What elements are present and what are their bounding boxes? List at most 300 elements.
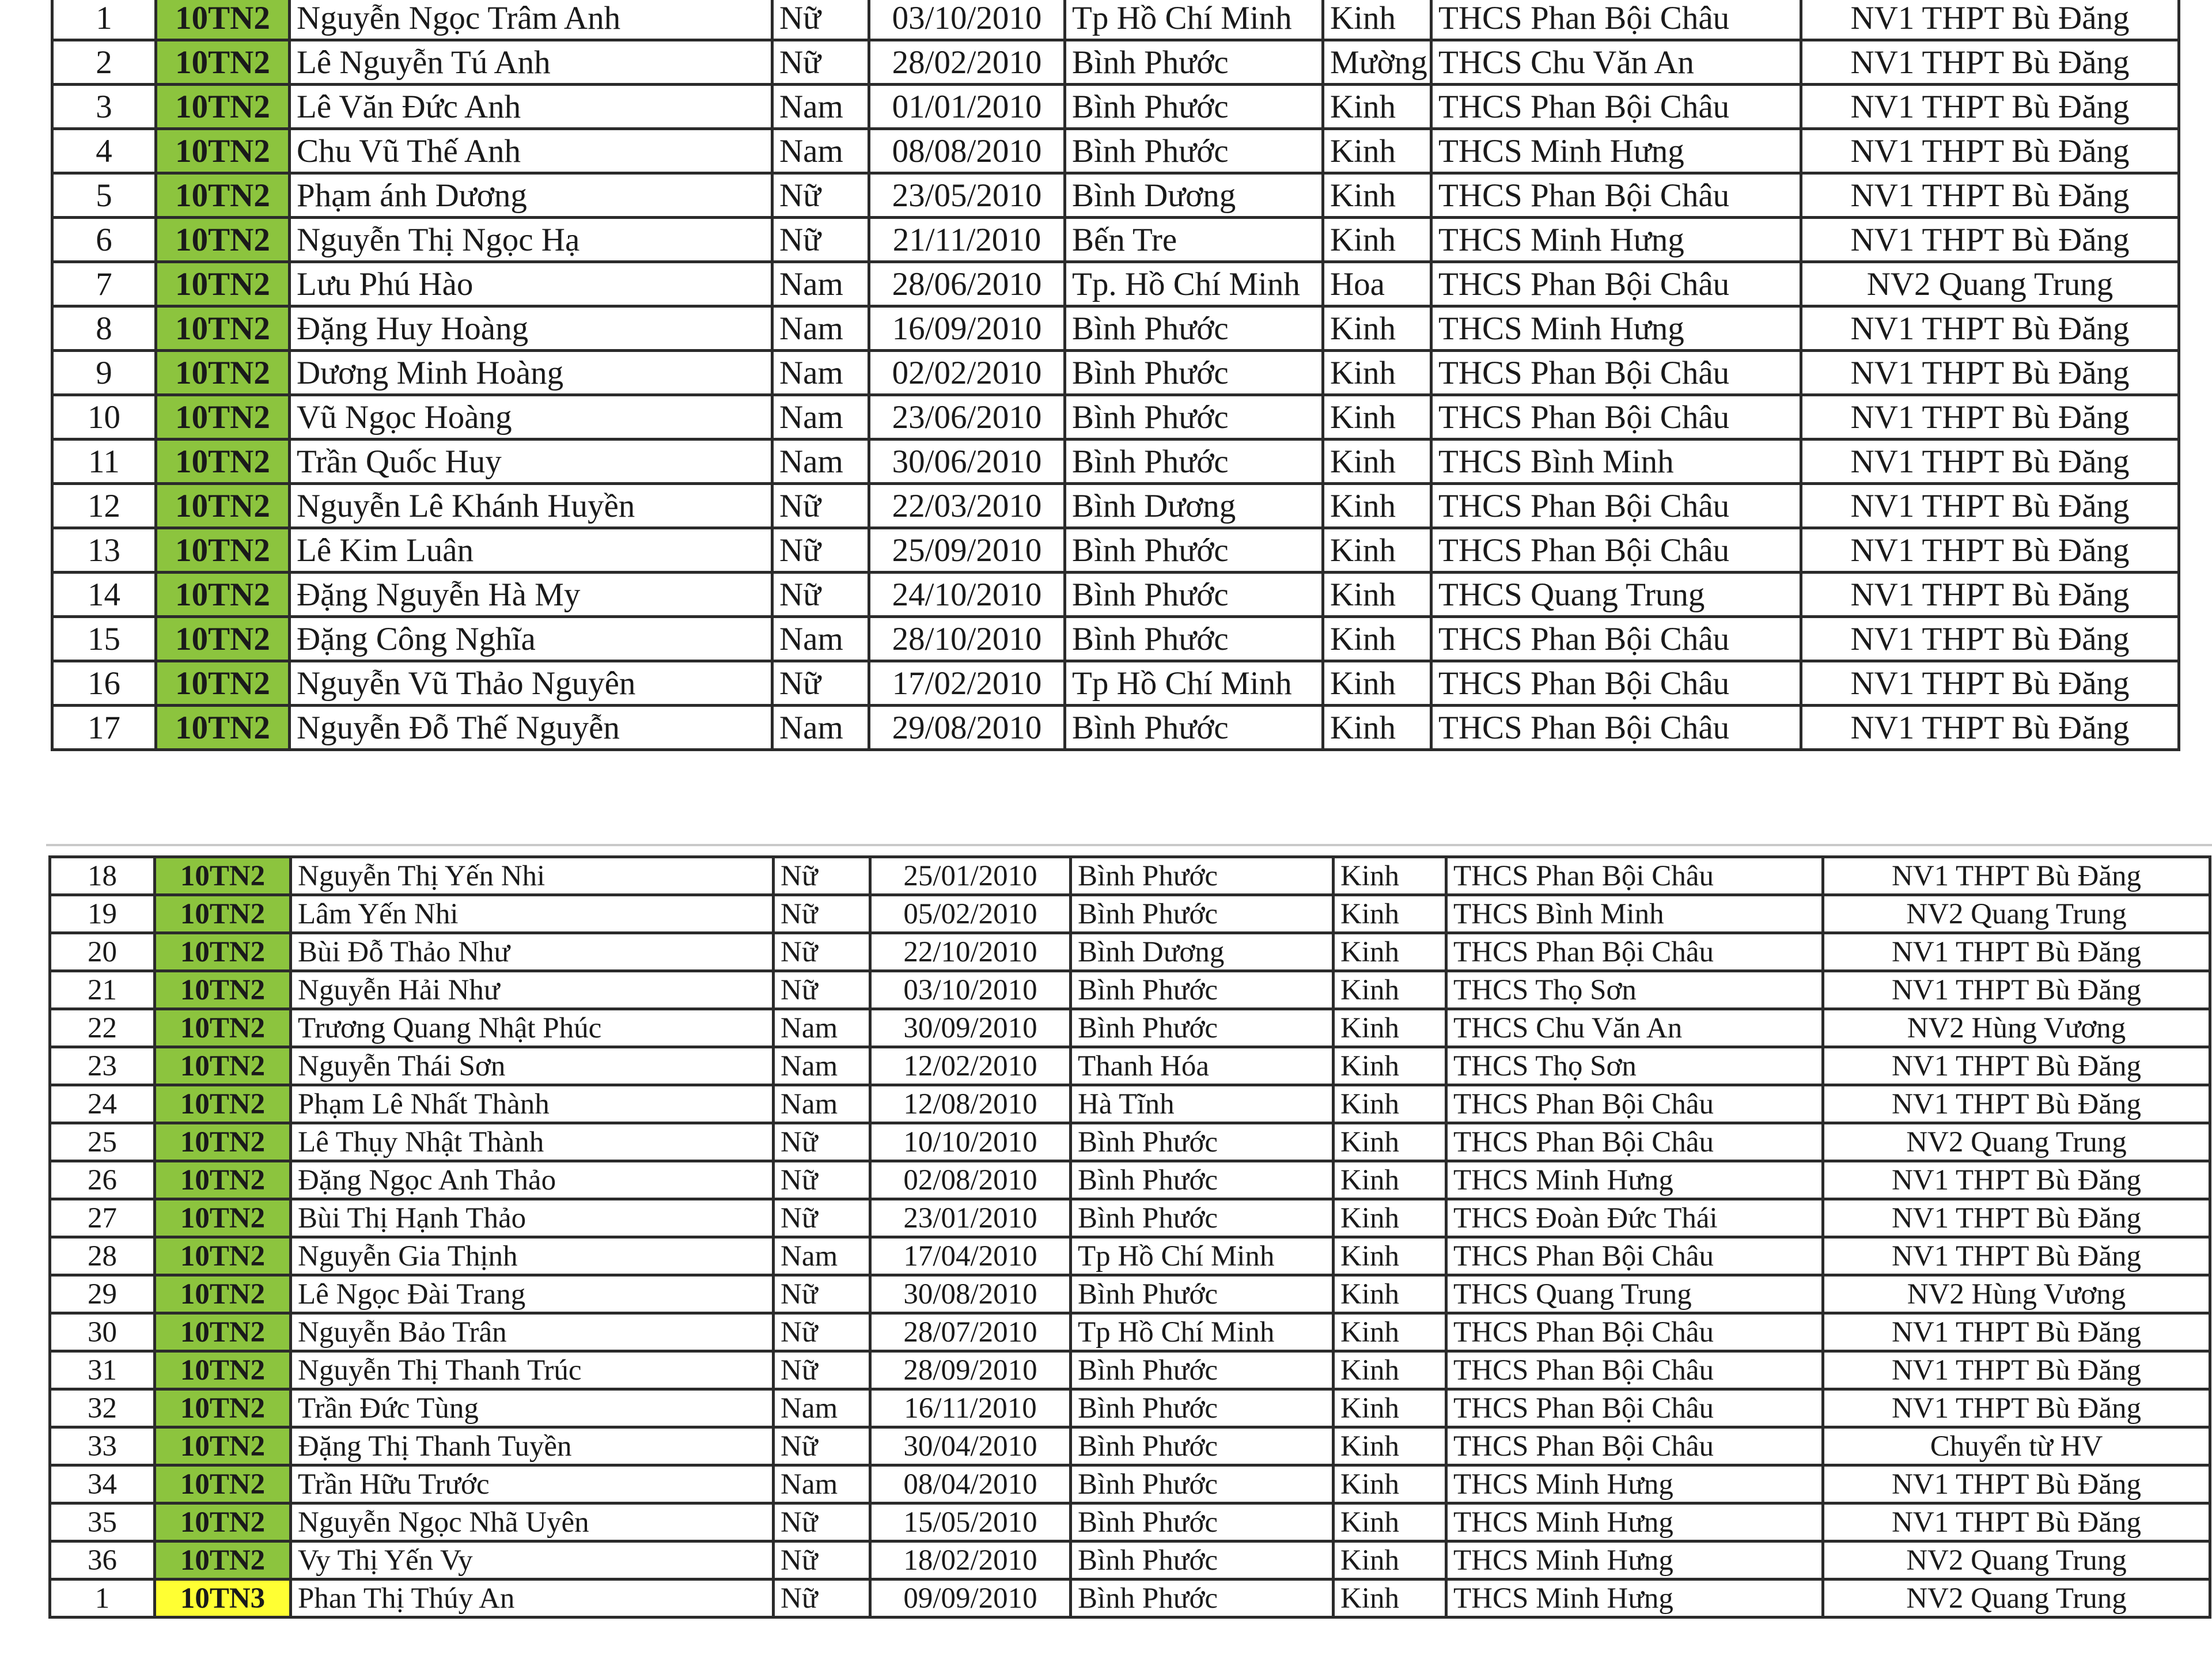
gender-cell: Nữ [774, 1123, 870, 1161]
birthplace-cell: Bình Phước [1071, 1503, 1334, 1541]
birthplace-cell: Bình Phước [1065, 85, 1323, 129]
birth-date-cell: 28/10/2010 [869, 617, 1065, 661]
student-name-cell: Phan Thị Thúy An [291, 1580, 774, 1618]
gender-cell: Nam [774, 1389, 870, 1427]
gender-cell: Nữ [772, 40, 869, 85]
ethnicity-cell: Kinh [1323, 351, 1431, 395]
birth-date-cell: 28/07/2010 [870, 1313, 1071, 1351]
birthplace-cell: Bình Phước [1071, 1580, 1334, 1618]
admission-choice-cell: NV1 THPT Bù Đăng [1801, 85, 2179, 129]
birth-date-cell: 01/01/2010 [869, 85, 1065, 129]
table-row [52, 351, 2179, 395]
middle-school-cell: THCS Phan Bội Châu [1446, 1085, 1823, 1123]
student-name-cell: Vy Thị Yến Vy [291, 1541, 774, 1580]
ethnicity-cell: Kinh [1323, 440, 1431, 484]
admission-choice-cell: NV1 THPT Bù Đăng [1801, 218, 2179, 262]
table-row [52, 395, 2179, 440]
gender-cell: Nữ [774, 1161, 870, 1199]
gender-cell: Nam [772, 129, 869, 173]
class-code-cell: 10TN2 [156, 528, 290, 573]
table-row [52, 440, 2179, 484]
student-number-cell: 11 [52, 440, 156, 484]
birth-date-cell: 17/04/2010 [870, 1237, 1071, 1275]
middle-school-cell: THCS Minh Hưng [1446, 1503, 1823, 1541]
birthplace-cell: Bình Phước [1065, 306, 1323, 351]
ethnicity-cell: Kinh [1323, 484, 1431, 528]
birthplace-cell: Bình Dương [1071, 933, 1334, 971]
birth-date-cell: 02/08/2010 [870, 1161, 1071, 1199]
student-number-cell: 21 [50, 971, 155, 1009]
table-row [52, 0, 2179, 40]
birth-date-cell: 30/06/2010 [869, 440, 1065, 484]
student-number-cell: 19 [50, 895, 155, 933]
middle-school-cell: THCS Minh Hưng [1431, 218, 1801, 262]
admission-choice-cell: NV1 THPT Bù Đăng [1801, 617, 2179, 661]
student-name-cell: Nguyễn Thị Thanh Trúc [291, 1351, 774, 1389]
gender-cell: Nam [774, 1047, 870, 1085]
student-number-cell: 34 [50, 1465, 155, 1503]
birthplace-cell: Bình Phước [1065, 351, 1323, 395]
middle-school-cell: THCS Phan Bội Châu [1431, 706, 1801, 750]
ethnicity-cell: Kinh [1334, 1351, 1446, 1389]
student-name-cell: Trần Quốc Huy [290, 440, 772, 484]
birth-date-cell: 28/09/2010 [870, 1351, 1071, 1389]
student-number-cell: 20 [50, 933, 155, 971]
ethnicity-cell: Kinh [1334, 933, 1446, 971]
table-row [52, 218, 2179, 262]
class-code-cell: 10TN2 [156, 661, 290, 706]
middle-school-cell: THCS Thọ Sơn [1446, 971, 1823, 1009]
admission-choice-cell: NV1 THPT Bù Đăng [1823, 857, 2210, 895]
admission-choice-cell: NV2 Quang Trung [1823, 895, 2210, 933]
admission-choice-cell: NV2 Quang Trung [1823, 1580, 2210, 1618]
middle-school-cell: THCS Phan Bội Châu [1446, 1237, 1823, 1275]
table-row [52, 617, 2179, 661]
birthplace-cell: Bình Phước [1065, 617, 1323, 661]
student-number-cell: 22 [50, 1009, 155, 1047]
student-name-cell: Bùi Đỗ Thảo Như [291, 933, 774, 971]
table-row [52, 484, 2179, 528]
middle-school-cell: THCS Phan Bội Châu [1431, 85, 1801, 129]
table-row [50, 1275, 2210, 1313]
student-number-cell: 36 [50, 1541, 155, 1580]
student-name-cell: Nguyễn Thái Sơn [291, 1047, 774, 1085]
gender-cell: Nam [772, 617, 869, 661]
student-name-cell: Đặng Thị Thanh Tuyền [291, 1427, 774, 1465]
gender-cell: Nữ [774, 933, 870, 971]
student-number-cell: 3 [52, 85, 156, 129]
ethnicity-cell: Kinh [1323, 617, 1431, 661]
student-name-cell: Nguyễn Thị Yến Nhi [291, 857, 774, 895]
table-row [50, 1465, 2210, 1503]
admission-choice-cell: NV1 THPT Bù Đăng [1823, 933, 2210, 971]
middle-school-cell: THCS Phan Bội Châu [1431, 262, 1801, 306]
birth-date-cell: 30/09/2010 [870, 1009, 1071, 1047]
student-name-cell: Lâm Yến Nhi [291, 895, 774, 933]
birthplace-cell: Bến Tre [1065, 218, 1323, 262]
table-row [50, 1580, 2210, 1618]
class-code-cell: 10TN2 [156, 218, 290, 262]
admission-choice-cell: NV1 THPT Bù Đăng [1801, 129, 2179, 173]
class-code-cell: 10TN2 [156, 573, 290, 617]
student-number-cell: 5 [52, 173, 156, 218]
student-number-cell: 27 [50, 1199, 155, 1237]
birth-date-cell: 03/10/2010 [870, 971, 1071, 1009]
birth-date-cell: 30/08/2010 [870, 1275, 1071, 1313]
birthplace-cell: Bình Phước [1071, 857, 1334, 895]
class-code-cell: 10TN2 [156, 440, 290, 484]
birthplace-cell: Bình Phước [1071, 1351, 1334, 1389]
table-row [52, 528, 2179, 573]
admission-choice-cell: NV1 THPT Bù Đăng [1823, 1047, 2210, 1085]
table-row [50, 1161, 2210, 1199]
gender-cell: Nam [772, 306, 869, 351]
table-row [50, 1123, 2210, 1161]
student-name-cell: Trần Đức Tùng [291, 1389, 774, 1427]
ethnicity-cell: Kinh [1323, 706, 1431, 750]
birthplace-cell: Bình Phước [1071, 1465, 1334, 1503]
table-row [52, 573, 2179, 617]
student-name-cell: Đặng Công Nghĩa [290, 617, 772, 661]
middle-school-cell: THCS Phan Bội Châu [1431, 0, 1801, 40]
student-number-cell: 24 [50, 1085, 155, 1123]
table-row [52, 262, 2179, 306]
birthplace-cell: Bình Phước [1065, 706, 1323, 750]
birth-date-cell: 28/06/2010 [869, 262, 1065, 306]
middle-school-cell: THCS Phan Bội Châu [1446, 1351, 1823, 1389]
class-code-cell: 10TN2 [156, 85, 290, 129]
middle-school-cell: THCS Phan Bội Châu [1431, 351, 1801, 395]
middle-school-cell: THCS Phan Bội Châu [1431, 661, 1801, 706]
student-number-cell: 6 [52, 218, 156, 262]
student-name-cell: Đặng Ngọc Anh Thảo [291, 1161, 774, 1199]
ethnicity-cell: Hoa [1323, 262, 1431, 306]
admission-choice-cell: NV1 THPT Bù Đăng [1801, 528, 2179, 573]
ethnicity-cell: Kinh [1323, 395, 1431, 440]
student-number-cell: 13 [52, 528, 156, 573]
middle-school-cell: THCS Phan Bội Châu [1446, 1427, 1823, 1465]
birth-date-cell: 24/10/2010 [869, 573, 1065, 617]
birthplace-cell: Thanh Hóa [1071, 1047, 1334, 1085]
middle-school-cell: THCS Quang Trung [1431, 573, 1801, 617]
birth-date-cell: 25/09/2010 [869, 528, 1065, 573]
class-code-cell: 10TN2 [156, 395, 290, 440]
student-number-cell: 1 [50, 1580, 155, 1618]
table-row [52, 40, 2179, 85]
table-row [50, 895, 2210, 933]
birth-date-cell: 30/04/2010 [870, 1427, 1071, 1465]
birth-date-cell: 15/05/2010 [870, 1503, 1071, 1541]
student-name-cell: Nguyễn Đỗ Thế Nguyễn [290, 706, 772, 750]
student-number-cell: 7 [52, 262, 156, 306]
class-code-cell: 10TN2 [155, 857, 291, 895]
admission-choice-cell: NV2 Quang Trung [1801, 262, 2179, 306]
admission-choice-cell: NV1 THPT Bù Đăng [1823, 971, 2210, 1009]
student-number-cell: 4 [52, 129, 156, 173]
student-name-cell: Nguyễn Gia Thịnh [291, 1237, 774, 1275]
birthplace-cell: Bình Phước [1071, 1123, 1334, 1161]
student-number-cell: 8 [52, 306, 156, 351]
class-code-cell: 10TN2 [156, 351, 290, 395]
class-code-cell: 10TN2 [155, 1237, 291, 1275]
birth-date-cell: 03/10/2010 [869, 0, 1065, 40]
birthplace-cell: Bình Phước [1071, 1161, 1334, 1199]
student-number-cell: 16 [52, 661, 156, 706]
birthplace-cell: Hà Tĩnh [1071, 1085, 1334, 1123]
student-number-cell: 35 [50, 1503, 155, 1541]
class-code-cell: 10TN2 [155, 1009, 291, 1047]
birthplace-cell: Bình Phước [1071, 1275, 1334, 1313]
class-code-cell: 10TN2 [155, 1351, 291, 1389]
admission-choice-cell: NV1 THPT Bù Đăng [1823, 1389, 2210, 1427]
middle-school-cell: THCS Phan Bội Châu [1431, 395, 1801, 440]
gender-cell: Nam [774, 1465, 870, 1503]
ethnicity-cell: Kinh [1334, 1465, 1446, 1503]
birth-date-cell: 28/02/2010 [869, 40, 1065, 85]
student-name-cell: Nguyễn Ngọc Trâm Anh [290, 0, 772, 40]
class-code-cell: 10TN2 [156, 0, 290, 40]
student-name-cell: Lê Kim Luân [290, 528, 772, 573]
ethnicity-cell: Kinh [1334, 971, 1446, 1009]
class-code-cell: 10TN2 [156, 173, 290, 218]
birthplace-cell: Tp. Hồ Chí Minh [1065, 262, 1323, 306]
birth-date-cell: 17/02/2010 [869, 661, 1065, 706]
class-code-cell: 10TN2 [156, 262, 290, 306]
class-code-cell: 10TN3 [155, 1580, 291, 1618]
student-number-cell: 12 [52, 484, 156, 528]
middle-school-cell: THCS Thọ Sơn [1446, 1047, 1823, 1085]
ethnicity-cell: Kinh [1334, 1580, 1446, 1618]
middle-school-cell: THCS Chu Văn An [1431, 40, 1801, 85]
student-number-cell: 23 [50, 1047, 155, 1085]
class-code-cell: 10TN2 [155, 1503, 291, 1541]
student-list-block-1 [51, 0, 2180, 751]
admission-choice-cell: NV1 THPT Bù Đăng [1823, 1313, 2210, 1351]
birthplace-cell: Bình Phước [1071, 1009, 1334, 1047]
ethnicity-cell: Kinh [1334, 1085, 1446, 1123]
table-row [50, 1389, 2210, 1427]
class-code-cell: 10TN2 [155, 895, 291, 933]
admission-choice-cell: NV1 THPT Bù Đăng [1801, 40, 2179, 85]
birth-date-cell: 22/03/2010 [869, 484, 1065, 528]
middle-school-cell: THCS Phan Bội Châu [1431, 617, 1801, 661]
birth-date-cell: 12/02/2010 [870, 1047, 1071, 1085]
student-name-cell: Dương Minh Hoàng [290, 351, 772, 395]
gender-cell: Nữ [774, 1275, 870, 1313]
student-number-cell: 1 [52, 0, 156, 40]
gender-cell: Nữ [774, 857, 870, 895]
birth-date-cell: 08/04/2010 [870, 1465, 1071, 1503]
birth-date-cell: 29/08/2010 [869, 706, 1065, 750]
admission-choice-cell: NV2 Quang Trung [1823, 1541, 2210, 1580]
admission-choice-cell: NV1 THPT Bù Đăng [1801, 706, 2179, 750]
birthplace-cell: Bình Dương [1065, 484, 1323, 528]
middle-school-cell: THCS Phan Bội Châu [1431, 528, 1801, 573]
student-name-cell: Nguyễn Thị Ngọc Hạ [290, 218, 772, 262]
table-row [50, 1199, 2210, 1237]
middle-school-cell: THCS Chu Văn An [1446, 1009, 1823, 1047]
class-code-cell: 10TN2 [155, 1275, 291, 1313]
ethnicity-cell: Kinh [1334, 1237, 1446, 1275]
gender-cell: Nam [772, 262, 869, 306]
table-row [52, 129, 2179, 173]
student-name-cell: Lê Văn Đức Anh [290, 85, 772, 129]
student-number-cell: 18 [50, 857, 155, 895]
middle-school-cell: THCS Phan Bội Châu [1446, 933, 1823, 971]
gender-cell: Nam [774, 1237, 870, 1275]
ethnicity-cell: Kinh [1323, 218, 1431, 262]
gender-cell: Nam [772, 440, 869, 484]
gender-cell: Nữ [774, 1427, 870, 1465]
ethnicity-cell: Kinh [1323, 85, 1431, 129]
birthplace-cell: Bình Phước [1071, 1389, 1334, 1427]
gender-cell: Nữ [774, 1351, 870, 1389]
ethnicity-cell: Kinh [1323, 661, 1431, 706]
birthplace-cell: Bình Phước [1071, 895, 1334, 933]
middle-school-cell: THCS Phan Bội Châu [1446, 1313, 1823, 1351]
birth-date-cell: 25/01/2010 [870, 857, 1071, 895]
student-name-cell: Nguyễn Vũ Thảo Nguyên [290, 661, 772, 706]
gender-cell: Nam [774, 1085, 870, 1123]
block-divider [46, 844, 2212, 846]
admission-choice-cell: NV1 THPT Bù Đăng [1823, 1465, 2210, 1503]
gender-cell: Nữ [772, 661, 869, 706]
ethnicity-cell: Kinh [1323, 306, 1431, 351]
table-row [50, 1427, 2210, 1465]
student-number-cell: 10 [52, 395, 156, 440]
middle-school-cell: THCS Minh Hưng [1446, 1465, 1823, 1503]
class-code-cell: 10TN2 [155, 1427, 291, 1465]
class-code-cell: 10TN2 [156, 129, 290, 173]
ethnicity-cell: Kinh [1334, 895, 1446, 933]
admission-choice-cell: NV2 Hùng Vương [1823, 1009, 2210, 1047]
gender-cell: Nữ [774, 1541, 870, 1580]
birth-date-cell: 21/11/2010 [869, 218, 1065, 262]
birthplace-cell: Tp Hồ Chí Minh [1071, 1237, 1334, 1275]
student-name-cell: Nguyễn Bảo Trân [291, 1313, 774, 1351]
gender-cell: Nam [772, 706, 869, 750]
admission-choice-cell: NV1 THPT Bù Đăng [1823, 1237, 2210, 1275]
class-code-cell: 10TN2 [156, 306, 290, 351]
admission-choice-cell: NV1 THPT Bù Đăng [1801, 484, 2179, 528]
admission-choice-cell: NV1 THPT Bù Đăng [1801, 573, 2179, 617]
middle-school-cell: THCS Minh Hưng [1446, 1541, 1823, 1580]
student-name-cell: Lưu Phú Hào [290, 262, 772, 306]
table-row [50, 971, 2210, 1009]
student-number-cell: 29 [50, 1275, 155, 1313]
gender-cell: Nữ [772, 528, 869, 573]
table-row [52, 173, 2179, 218]
student-name-cell: Phạm ánh Dương [290, 173, 772, 218]
student-name-cell: Trần Hữu Trước [291, 1465, 774, 1503]
middle-school-cell: THCS Minh Hưng [1446, 1161, 1823, 1199]
class-code-cell: 10TN2 [155, 1465, 291, 1503]
ethnicity-cell: Kinh [1334, 1275, 1446, 1313]
birthplace-cell: Bình Phước [1065, 573, 1323, 617]
ethnicity-cell: Kinh [1334, 1009, 1446, 1047]
gender-cell: Nam [774, 1009, 870, 1047]
birth-date-cell: 16/09/2010 [869, 306, 1065, 351]
student-number-cell: 9 [52, 351, 156, 395]
class-code-cell: 10TN2 [155, 1541, 291, 1580]
birthplace-cell: Bình Phước [1071, 1427, 1334, 1465]
student-name-cell: Đặng Huy Hoàng [290, 306, 772, 351]
student-name-cell: Lê Ngọc Đài Trang [291, 1275, 774, 1313]
student-number-cell: 2 [52, 40, 156, 85]
student-number-cell: 15 [52, 617, 156, 661]
table-row [50, 1009, 2210, 1047]
ethnicity-cell: Kinh [1323, 129, 1431, 173]
ethnicity-cell: Kinh [1323, 528, 1431, 573]
birth-date-cell: 05/02/2010 [870, 895, 1071, 933]
student-number-cell: 28 [50, 1237, 155, 1275]
birthplace-cell: Tp Hồ Chí Minh [1065, 0, 1323, 40]
admission-choice-cell: NV1 THPT Bù Đăng [1801, 440, 2179, 484]
gender-cell: Nữ [772, 173, 869, 218]
student-name-cell: Nguyễn Lê Khánh Huyền [290, 484, 772, 528]
student-number-cell: 14 [52, 573, 156, 617]
class-code-cell: 10TN2 [156, 40, 290, 85]
admission-choice-cell: NV1 THPT Bù Đăng [1823, 1351, 2210, 1389]
admission-choice-cell: Chuyển từ HV [1823, 1427, 2210, 1465]
birth-date-cell: 23/01/2010 [870, 1199, 1071, 1237]
student-name-cell: Trương Quang Nhật Phúc [291, 1009, 774, 1047]
admission-choice-cell: NV1 THPT Bù Đăng [1801, 306, 2179, 351]
middle-school-cell: THCS Quang Trung [1446, 1275, 1823, 1313]
admission-choice-cell: NV2 Hùng Vương [1823, 1275, 2210, 1313]
middle-school-cell: THCS Minh Hưng [1431, 129, 1801, 173]
table-row [50, 1541, 2210, 1580]
birthplace-cell: Bình Phước [1065, 129, 1323, 173]
gender-cell: Nam [772, 351, 869, 395]
middle-school-cell: THCS Phan Bội Châu [1431, 484, 1801, 528]
class-code-cell: 10TN2 [155, 1123, 291, 1161]
birth-date-cell: 18/02/2010 [870, 1541, 1071, 1580]
birth-date-cell: 02/02/2010 [869, 351, 1065, 395]
table-row [50, 1503, 2210, 1541]
admission-choice-cell: NV1 THPT Bù Đăng [1823, 1085, 2210, 1123]
gender-cell: Nữ [772, 573, 869, 617]
ethnicity-cell: Kinh [1334, 1541, 1446, 1580]
student-name-cell: Nguyễn Hải Như [291, 971, 774, 1009]
admission-choice-cell: NV1 THPT Bù Đăng [1823, 1161, 2210, 1199]
birthplace-cell: Bình Phước [1071, 971, 1334, 1009]
student-name-cell: Đặng Nguyễn Hà My [290, 573, 772, 617]
class-code-cell: 10TN2 [155, 1389, 291, 1427]
middle-school-cell: THCS Phan Bội Châu [1446, 1389, 1823, 1427]
birth-date-cell: 08/08/2010 [869, 129, 1065, 173]
student-number-cell: 25 [50, 1123, 155, 1161]
gender-cell: Nữ [774, 1313, 870, 1351]
student-name-cell: Lê Nguyễn Tú Anh [290, 40, 772, 85]
ethnicity-cell: Kinh [1334, 1199, 1446, 1237]
middle-school-cell: THCS Phan Bội Châu [1431, 173, 1801, 218]
birthplace-cell: Bình Phước [1065, 440, 1323, 484]
ethnicity-cell: Kinh [1334, 1161, 1446, 1199]
birthplace-cell: Bình Dương [1065, 173, 1323, 218]
class-code-cell: 10TN2 [156, 617, 290, 661]
birth-date-cell: 10/10/2010 [870, 1123, 1071, 1161]
student-name-cell: Nguyễn Ngọc Nhã Uyên [291, 1503, 774, 1541]
admission-choice-cell: NV1 THPT Bù Đăng [1801, 0, 2179, 40]
birthplace-cell: Bình Phước [1071, 1199, 1334, 1237]
admission-choice-cell: NV1 THPT Bù Đăng [1823, 1199, 2210, 1237]
student-number-cell: 31 [50, 1351, 155, 1389]
class-code-cell: 10TN2 [155, 1047, 291, 1085]
gender-cell: Nữ [772, 0, 869, 40]
student-number-cell: 33 [50, 1427, 155, 1465]
table-row [50, 1047, 2210, 1085]
